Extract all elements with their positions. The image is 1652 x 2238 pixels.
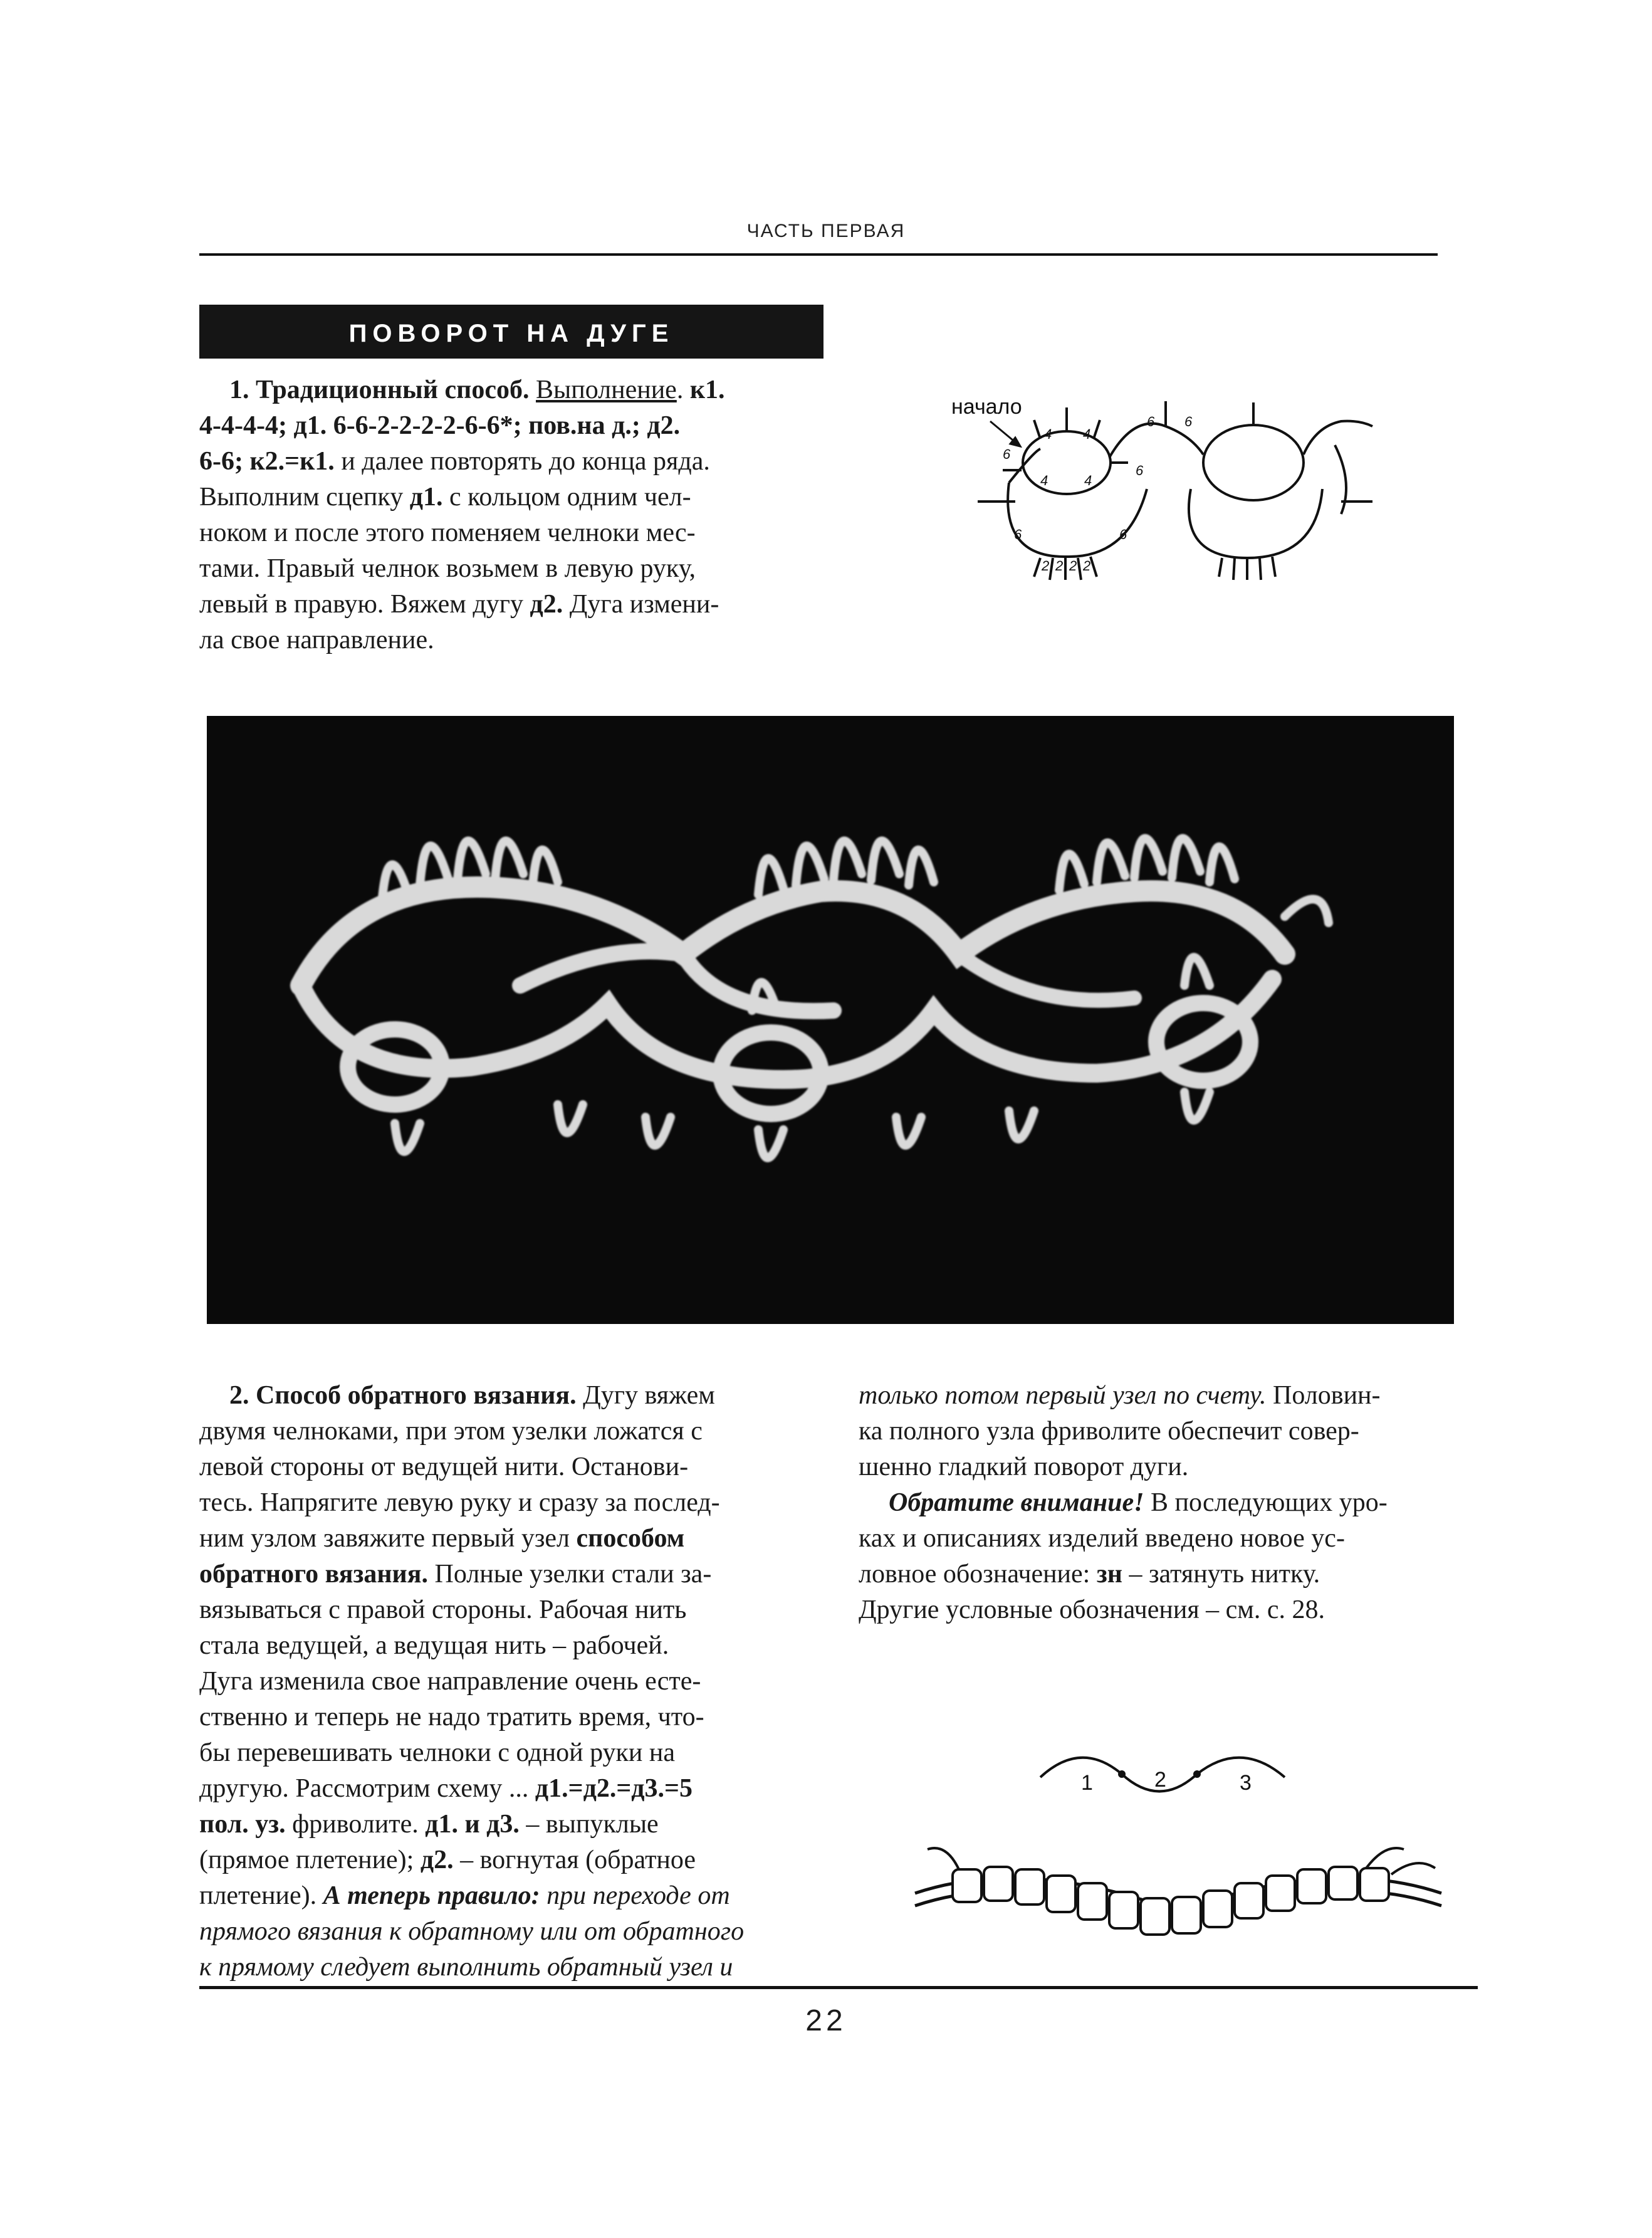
method2-line: Полные узелки стали за- <box>427 1560 712 1589</box>
method2-line: стала ведущей, а ведущая нить – рабочей. <box>199 1631 669 1660</box>
arc-count: 2 <box>1069 558 1077 574</box>
arc-label: 2 <box>1154 1768 1166 1792</box>
ring-count: 4 <box>1084 473 1092 488</box>
arc-count: 2 <box>1083 558 1091 574</box>
method2-line: тесь. Напрягите левую руку и сразу за послед- <box>199 1488 720 1517</box>
method2-rule-label: А теперь правило: <box>323 1881 540 1910</box>
ring-count: 4 <box>1040 473 1048 488</box>
method2-bold: пол. уз. <box>199 1810 286 1839</box>
right-line: ловное обозначение: <box>859 1560 1097 1589</box>
method1-paragraph: 1. Традиционный способ. Выполнение. к1. 4-4-4-4; д1. 6-6-2-2-2-2-6-6*; пов.на д.; д2. 6-6; к2.=к1. и далее повторять до конца ряда. Выполним сцепку д1. с кольцом одним чел- ноком и после этого поменяем челноки мес- тами. Правый челнок возьмем в левую руку, левый в правую. Вяжем дугу д2. Дуга измени- ла свое направление. <box>199 372 826 658</box>
right-line: Половин- <box>1266 1381 1381 1410</box>
ring-count: 4 <box>1044 426 1052 442</box>
method2-bold: способом <box>576 1524 685 1553</box>
lace-photo <box>207 716 1454 1324</box>
method1-text-6: тами. Правый челнок возьмем в левую руку, <box>199 554 696 583</box>
three-arc-scheme <box>1028 1743 1316 1812</box>
method2-line: ним узлом завяжите первый узел <box>199 1524 577 1553</box>
ring-count: 4 <box>1083 426 1091 442</box>
attention-label: Обратите внимание! <box>889 1488 1144 1517</box>
method1-text-8: ла свое направление. <box>199 626 434 654</box>
method1-text-7c: Дуга измени- <box>563 590 719 619</box>
method2-line: – выпуклые <box>519 1810 659 1839</box>
right-line: шенно гладкий поворот дуги. <box>859 1453 1189 1481</box>
right-line: ка полного узла фриволите обеспечит совер- <box>859 1417 1359 1446</box>
header-rule <box>199 253 1438 256</box>
method2-line: двумя челноками, при этом узелки ложатся с <box>199 1417 703 1446</box>
method2-bold: д1.=д2.=д3.=5 <box>535 1774 693 1803</box>
method2-line: Дугу вяжем <box>576 1381 715 1410</box>
footer-rule <box>199 1986 1478 1989</box>
method1-lead: 1. Традиционный способ. <box>229 376 530 404</box>
method1-text-7a: левый в правую. Вяжем дугу <box>199 590 530 619</box>
section-title: ПОВОРОТ НА ДУГЕ <box>199 305 823 359</box>
method1-formula-1: к1. <box>689 376 725 404</box>
method1-exec-label: Выполнение <box>536 376 677 404</box>
method2-line: фриволите. <box>285 1810 426 1839</box>
right-line: – затянуть нитку. <box>1122 1560 1320 1589</box>
arc-count: 6 <box>1014 527 1022 542</box>
method2-line: – вогнутая (обратное <box>453 1846 696 1874</box>
page-number: 22 <box>805 2004 847 2037</box>
method2-line: ственно и теперь не надо тратить время, что- <box>199 1703 704 1731</box>
start-label: начало <box>951 395 1022 419</box>
method2-line: плетение). <box>199 1881 323 1910</box>
knot-chain-illustration <box>902 1818 1454 1943</box>
arc-label: 3 <box>1240 1771 1252 1795</box>
method2-italic: к прямому следует выполнить обратный узел и <box>199 1953 733 1982</box>
method2-lead: 2. Способ обратного вязания. <box>229 1381 577 1410</box>
right-bold: зн <box>1096 1560 1122 1589</box>
method2-italic: при переходе от <box>540 1881 730 1910</box>
method2-line: бы перевешивать челноки с одной руки на <box>199 1738 676 1767</box>
right-italic: только потом первый узел по счету. <box>859 1381 1267 1410</box>
method1-text-4c: с кольцом одним чел- <box>442 483 691 512</box>
method2-bold: д2. <box>420 1846 454 1874</box>
right-line: Другие условные обозначения – см. с. 28. <box>859 1595 1325 1624</box>
method1-text-3: и далее повторять до конца ряда. <box>334 447 710 476</box>
lace-sample-image <box>207 716 1454 1324</box>
method2-line: вязываться с правой стороны. Рабочая нить <box>199 1595 687 1624</box>
method2-line: другую. Рассмотрим схему ... <box>199 1774 535 1803</box>
arc-count: 6 <box>1119 527 1127 542</box>
next-count: 6 <box>1147 414 1155 429</box>
running-header: ЧАСТЬ ПЕРВАЯ <box>746 221 906 241</box>
right-line: В последующих уро- <box>1144 1488 1388 1517</box>
method1-text-4b: д1. <box>409 483 443 512</box>
method1-text-7b: д2. <box>530 590 563 619</box>
method2-paragraph <box>199 1378 826 1985</box>
method2-italic: прямого вязания к обратному или от обратного <box>199 1917 745 1946</box>
right-column-paragraph <box>859 1378 1441 1628</box>
arc-label: 1 <box>1081 1771 1093 1795</box>
method1-text-5: ноком и после этого поменяем челноки мес- <box>199 518 696 547</box>
method2-bold: обратного вязания. <box>199 1560 428 1589</box>
arc-count: 2 <box>1055 558 1064 574</box>
right-line: ках и описаниях изделий введено новое ус- <box>859 1524 1345 1553</box>
arc-count: 6 <box>1136 463 1144 478</box>
ring-arc-diagram <box>940 389 1429 602</box>
method2-line: (прямое плетение); <box>199 1846 421 1874</box>
arc-count: 6 <box>1003 446 1011 462</box>
next-count: 6 <box>1184 414 1193 429</box>
method1-formula-3: 6-6; к2.=к1. <box>199 447 335 476</box>
method1-text-4a: Выполним сцепку <box>199 483 410 512</box>
method1-formula-2: 4-4-4-4; д1. 6-6-2-2-2-2-6-6*; пов.на д.; д2. <box>199 411 681 440</box>
method2-line: Дуга изменила свое направление очень есте- <box>199 1667 701 1696</box>
method2-bold: д1. и д3. <box>425 1810 520 1839</box>
arc-count: 2 <box>1042 558 1050 574</box>
method2-line: левой стороны от ведущей нити. Останови- <box>199 1453 689 1481</box>
